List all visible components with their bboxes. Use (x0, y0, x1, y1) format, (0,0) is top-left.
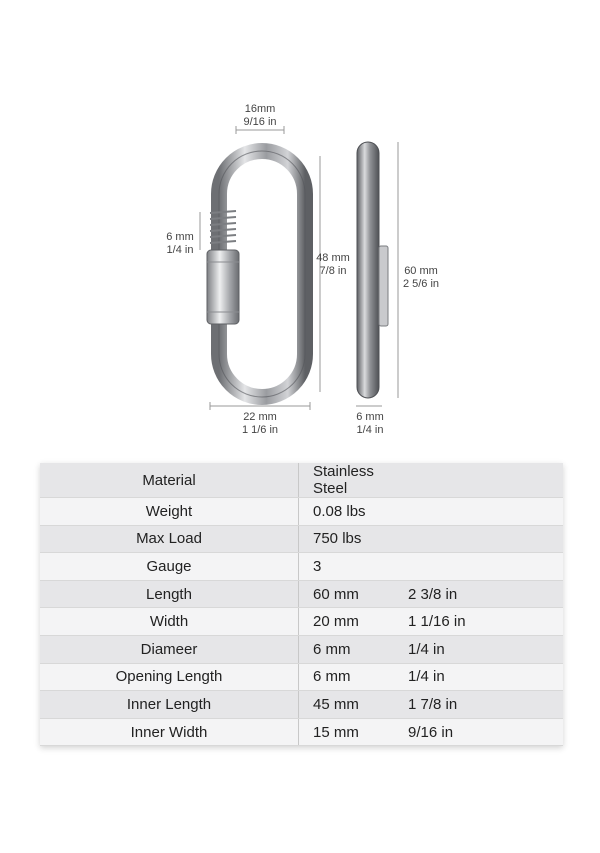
link-front-view (207, 151, 305, 397)
spec-label: Length (40, 580, 299, 608)
spec-row (40, 580, 563, 608)
spec-value-imperial: 9/16 in (408, 718, 563, 746)
dim-bottom-width: 22 mm 1 1/6 in (241, 411, 279, 436)
dim-total-length: 60 mm 2 5/6 in (402, 265, 440, 290)
spec-value-imperial (408, 553, 563, 581)
spec-row (40, 525, 563, 553)
spec-value-imperial: 1/4 in (408, 663, 563, 691)
spec-label: Weight (40, 498, 299, 526)
spec-label: Max Load (40, 525, 299, 553)
spec-value: 15 mm (299, 718, 409, 746)
link-side-view (357, 142, 388, 398)
dim-gate-width: 6 mm 1/4 in (166, 231, 194, 256)
spec-value: 0.08 lbs (299, 498, 409, 526)
spec-label: Diameer (40, 635, 299, 663)
spec-value-imperial: 1 7/8 in (408, 691, 563, 719)
spec-value: 6 mm (299, 663, 409, 691)
dim-inner-length: 48 mm 7/8 in (316, 252, 350, 277)
spec-value-imperial (408, 463, 563, 498)
spec-row (40, 553, 563, 581)
spec-value: 6 mm (299, 635, 409, 663)
spec-value: 750 lbs (299, 525, 409, 553)
spec-value: 20 mm (299, 608, 409, 636)
spec-row (40, 691, 563, 719)
spec-value-imperial (408, 525, 563, 553)
sleeve-nut (207, 250, 239, 324)
spec-value: 60 mm (299, 580, 409, 608)
spec-row (40, 718, 563, 746)
spec-row (40, 608, 563, 636)
spec-value-imperial (408, 498, 563, 526)
side-sleeve (379, 246, 388, 326)
dim-side-thickness: 6 mm 1/4 in (356, 411, 384, 436)
spec-label: Gauge (40, 553, 299, 581)
spec-row (40, 663, 563, 691)
spec-label: Material (40, 463, 299, 498)
spec-label: Inner Width (40, 718, 299, 746)
spec-value: Stainless Steel (299, 463, 409, 498)
spec-label: Inner Length (40, 691, 299, 719)
spec-value: 45 mm (299, 691, 409, 719)
spec-label: Opening Length (40, 663, 299, 691)
spec-row (40, 463, 563, 498)
spec-label: Width (40, 608, 299, 636)
dim-top-width: 16mm 9/16 in (243, 103, 277, 128)
spec-value-imperial: 1 1/16 in (408, 608, 563, 636)
spec-row (40, 498, 563, 526)
spec-table (40, 463, 563, 746)
spec-value: 3 (299, 553, 409, 581)
spec-row (40, 635, 563, 663)
spec-value-imperial: 1/4 in (408, 635, 563, 663)
spec-value-imperial: 2 3/8 in (408, 580, 563, 608)
